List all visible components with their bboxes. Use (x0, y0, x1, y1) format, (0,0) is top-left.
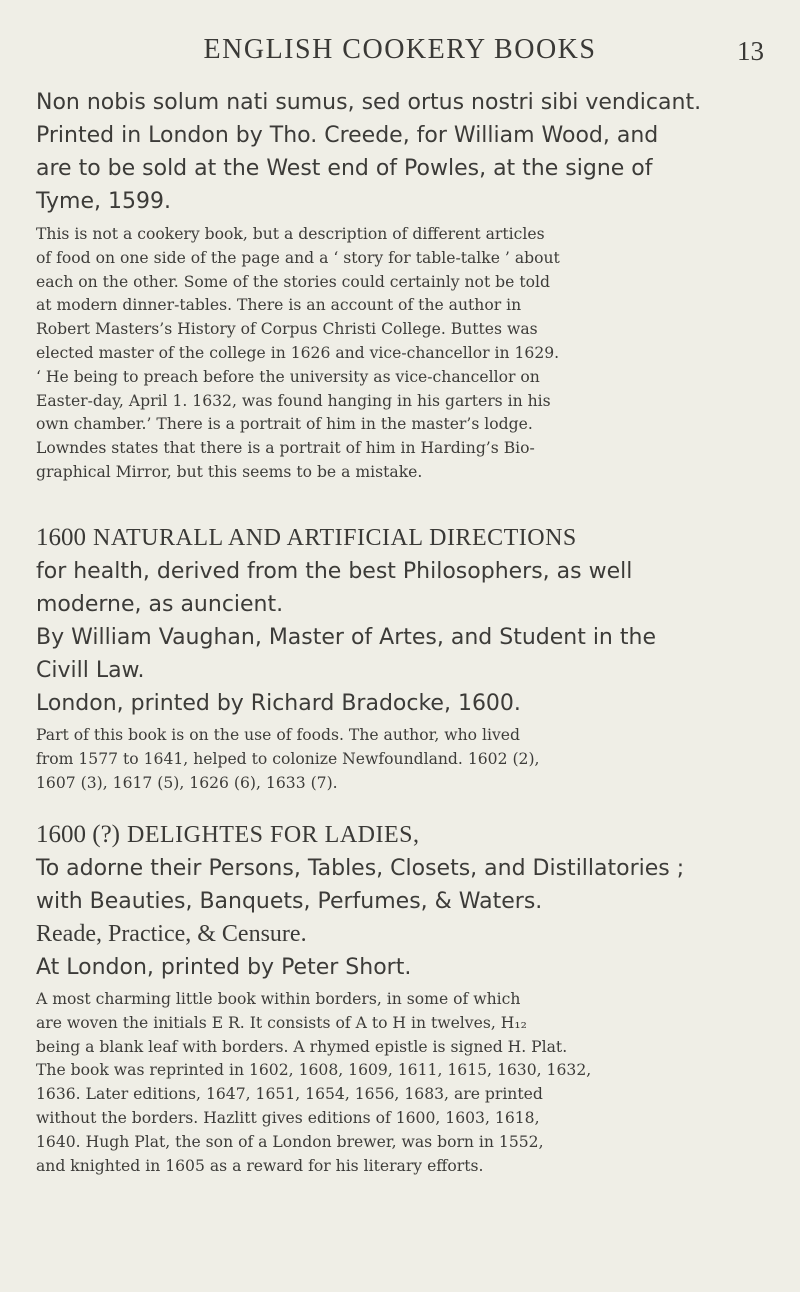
note-line: being a blank leaf with borders. A rhymed epistle is signed H. Plat. (36, 1037, 568, 1056)
note-line: without the borders. Hazlitt gives editions of 1600, 1603, 1618, (36, 1108, 540, 1127)
entry-year: 1600 (?) (36, 821, 120, 848)
entry-1600-note (36, 724, 772, 795)
title-line: for health, derived from the best Philosophers, as well (36, 559, 633, 584)
entry-heading-caps: NATURALL AND ARTIFICIAL DIRECTIONS (93, 525, 577, 551)
note-line: A most charming little book within borders, in some of which (36, 990, 521, 1008)
running-head (0, 34, 800, 74)
note-line: Lowndes states that there is a portrait of him in Harding’s Bio- (36, 439, 535, 458)
running-title: ENGLISH COOKERY BOOKS (203, 34, 597, 65)
title-line: Tyme, 1599. (36, 189, 171, 214)
entry-1600q-title (36, 852, 772, 984)
note-line: 1640. Hugh Plat, the son of a London brewer, was born in 1552, (36, 1132, 544, 1151)
title-line: London, printed by Richard Bradocke, 1600. (36, 691, 521, 716)
entry-year: 1600 (36, 524, 86, 551)
title-line: are to be sold at the West end of Powles, at the signe of (36, 156, 653, 181)
title-line: To adorne their Persons, Tables, Closets, and Distillatories ; (36, 856, 685, 881)
entry-heading (36, 818, 772, 852)
note-line: from 1577 to 1641, helped to colonize Newfoundland. 1602 (2), (36, 749, 540, 768)
note-line: are woven the initials E R. It consists of A to H in twelves, H₁₂ (36, 1013, 527, 1032)
entry-1600-heading (36, 521, 772, 555)
note-line: This is not a cookery book, but a description of different articles (36, 225, 545, 243)
note-line: of food on one side of the page and a ‘ story for table-talke ’ about (36, 248, 560, 267)
entry-1600q-note (36, 988, 772, 1178)
note-line: Part of this book is on the use of foods. The author, who lived (36, 726, 520, 744)
note-line: and knighted in 1605 as a reward for his literary efforts. (36, 1156, 484, 1175)
title-line: moderne, as auncient. (36, 592, 284, 617)
note-line: The book was reprinted in 1602, 1608, 1609, 1611, 1615, 1630, 1632, (36, 1061, 592, 1080)
note-line: ‘ He being to preach before the university as vice-chancellor on (36, 367, 540, 386)
entry-1600-title (36, 555, 772, 720)
note-line: 1607 (3), 1617 (5), 1626 (6), 1633 (7). (36, 773, 338, 792)
entry-1600q-heading (36, 818, 772, 852)
page-number: 13 (737, 36, 764, 66)
entry-heading (36, 521, 772, 555)
title-line: Non nobis solum nati sumus, sed ortus nostri sibi vendicant. (36, 90, 702, 115)
note-line: Robert Masters’s History of Corpus Christi College. Buttes was (36, 320, 538, 339)
title-line: Reade, Practice, & Censure. (36, 921, 307, 947)
entry-heading-caps: DELIGHTES FOR LADIES, (127, 822, 420, 848)
title-line: Printed in London by Tho. Creede, for William Wood, and (36, 123, 659, 148)
entry-1599-title (36, 86, 772, 218)
note-line: own chamber.’ There is a portrait of him in the master’s lodge. (36, 415, 533, 434)
note-line: graphical Mirror, but this seems to be a mistake. (36, 462, 423, 481)
entry-1599-note (36, 223, 772, 485)
title-line: Civill Law. (36, 658, 145, 683)
note-line: 1636. Later editions, 1647, 1651, 1654, 1656, 1683, are printed (36, 1085, 543, 1104)
note-line: at modern dinner-tables. There is an account of the author in (36, 296, 522, 315)
note-line: Easter-day, April 1. 1632, was found hanging in his garters in his (36, 391, 551, 410)
title-line: At London, printed by Peter Short. (36, 955, 412, 980)
title-line: with Beauties, Banquets, Perfumes, & Waters. (36, 889, 543, 914)
title-line: By William Vaughan, Master of Artes, and Student in the (36, 625, 656, 650)
note-line: each on the other. Some of the stories could certainly not be told (36, 272, 550, 291)
note-line: elected master of the college in 1626 and vice-chancellor in 1629. (36, 343, 560, 362)
